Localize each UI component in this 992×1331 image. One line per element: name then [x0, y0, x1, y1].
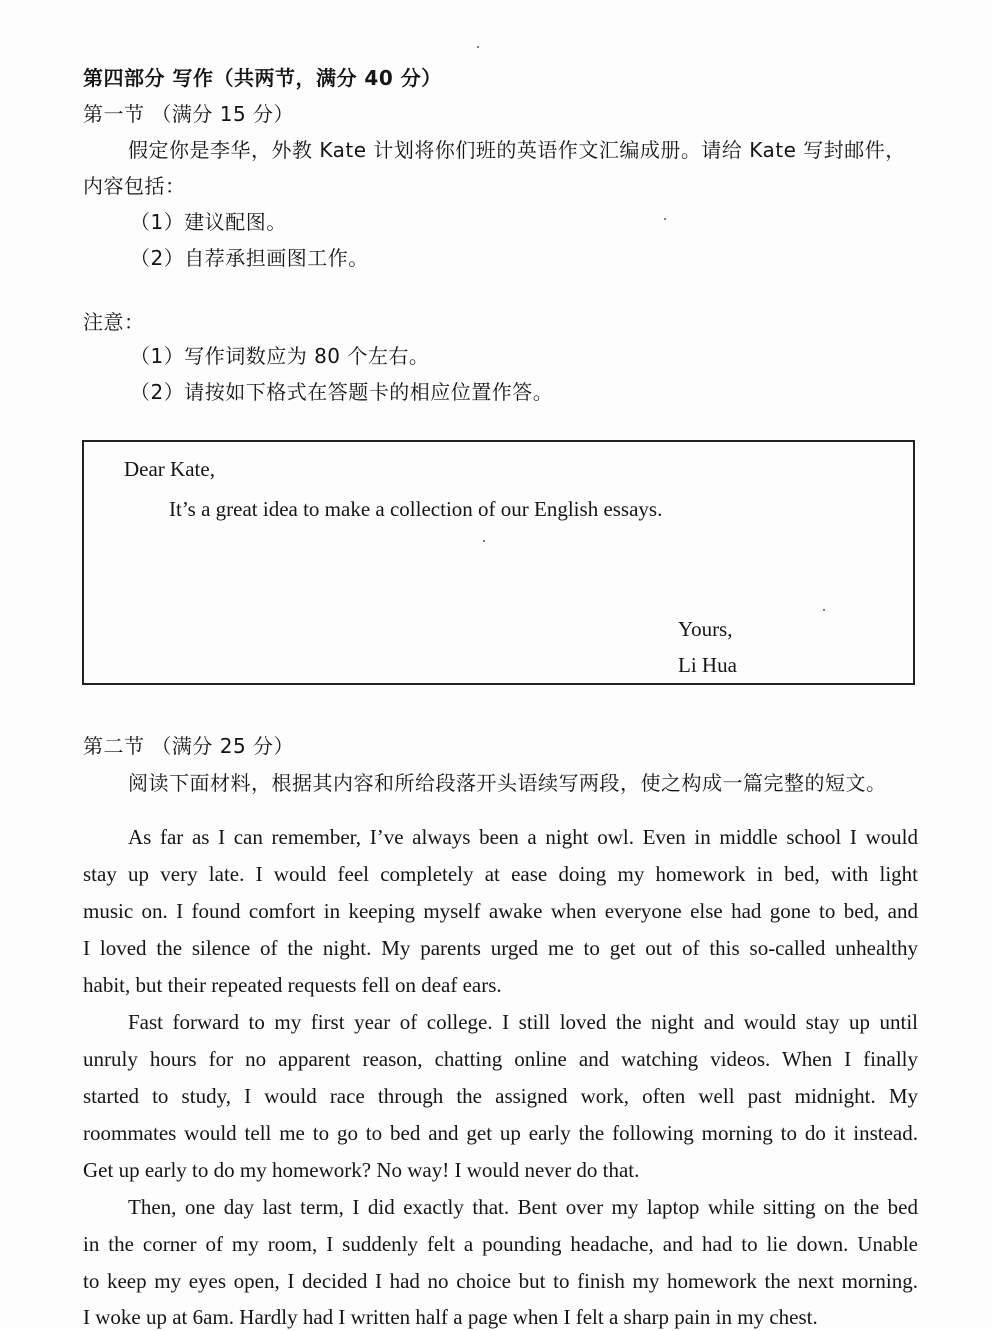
notes-item-2: （2）请按如下格式在答题卡的相应位置作答。	[130, 380, 554, 404]
scan-speck	[477, 46, 479, 48]
notes-title: 注意：	[83, 310, 145, 334]
scan-speck	[664, 218, 666, 220]
passage-p1-line-5: habit, but their repeated requests fell on deaf ears.	[83, 973, 502, 997]
letter-salutation: Dear Kate,	[124, 457, 215, 481]
passage-p2-line-2: unruly hours for no apparent reason, chatting online and watching videos. When I finally	[83, 1047, 918, 1071]
passage-p2-line-4: roommates would tell me to go to bed and get up early the following morning to do it instead.	[83, 1121, 918, 1145]
passage-p1-line-2: stay up very late. I would feel completely at ease doing my homework in bed, with light	[83, 862, 918, 886]
passage-p3-line-2: in the corner of my room, I suddenly felt a pounding headache, and had to lie down. Unable	[83, 1232, 918, 1256]
passage-p1-line-3: music on. I found comfort in keeping myself awake when everyone else had gone to bed, and	[83, 899, 918, 923]
part-heading: 第四部分 写作（共两节，满分 40 分）	[83, 66, 442, 90]
letter-closing: Yours,	[678, 617, 733, 641]
notes-item-1: （1）写作词数应为 80 个左右。	[130, 344, 430, 368]
scan-speck	[823, 609, 825, 611]
section1-title: 第一节 （满分 15 分）	[83, 102, 295, 126]
passage-p1-line-1: As far as I can remember, I’ve always been a night owl. Even in middle school I would	[128, 825, 918, 849]
section2-prompt: 阅读下面材料，根据其内容和所给段落开头语续写两段，使之构成一篇完整的短文。	[128, 771, 887, 795]
section1-prompt-line2: 内容包括：	[83, 174, 186, 198]
passage-p3-line-4: I woke up at 6am. Hardly had I written half a page when I felt a sharp pain in my chest.	[83, 1305, 818, 1329]
section2-title: 第二节 （满分 25 分）	[83, 734, 295, 758]
passage-p3-line-1: Then, one day last term, I did exactly that. Bent over my laptop while sitting on the bed	[128, 1195, 918, 1219]
scan-speck	[483, 540, 485, 542]
letter-opening: It’s a great idea to make a collection of our English essays.	[169, 497, 663, 521]
passage-p2-line-3: started to study, I would race through the assigned work, often well past midnight. My	[83, 1084, 918, 1108]
passage-p1-line-4: I loved the silence of the night. My parents urged me to get out of this so-called unhealthy	[83, 936, 918, 960]
letter-signature: Li Hua	[678, 653, 737, 677]
section1-item-2: （2）自荐承担画图工作。	[130, 246, 369, 270]
section1-item-1: （1）建议配图。	[130, 210, 287, 234]
passage-p2-line-1: Fast forward to my first year of college. I still loved the night and would stay up until	[128, 1010, 918, 1034]
section1-prompt-line1: 假定你是李华，外教 Kate 计划将你们班的英语作文汇编成册。请给 Kate 写封邮件，	[128, 138, 906, 162]
passage-p2-line-5: Get up early to do my homework? No way! I would never do that.	[83, 1158, 640, 1182]
passage-p3-line-3: to keep my eyes open, I decided I had no choice but to finish my homework the next morning.	[83, 1269, 918, 1293]
